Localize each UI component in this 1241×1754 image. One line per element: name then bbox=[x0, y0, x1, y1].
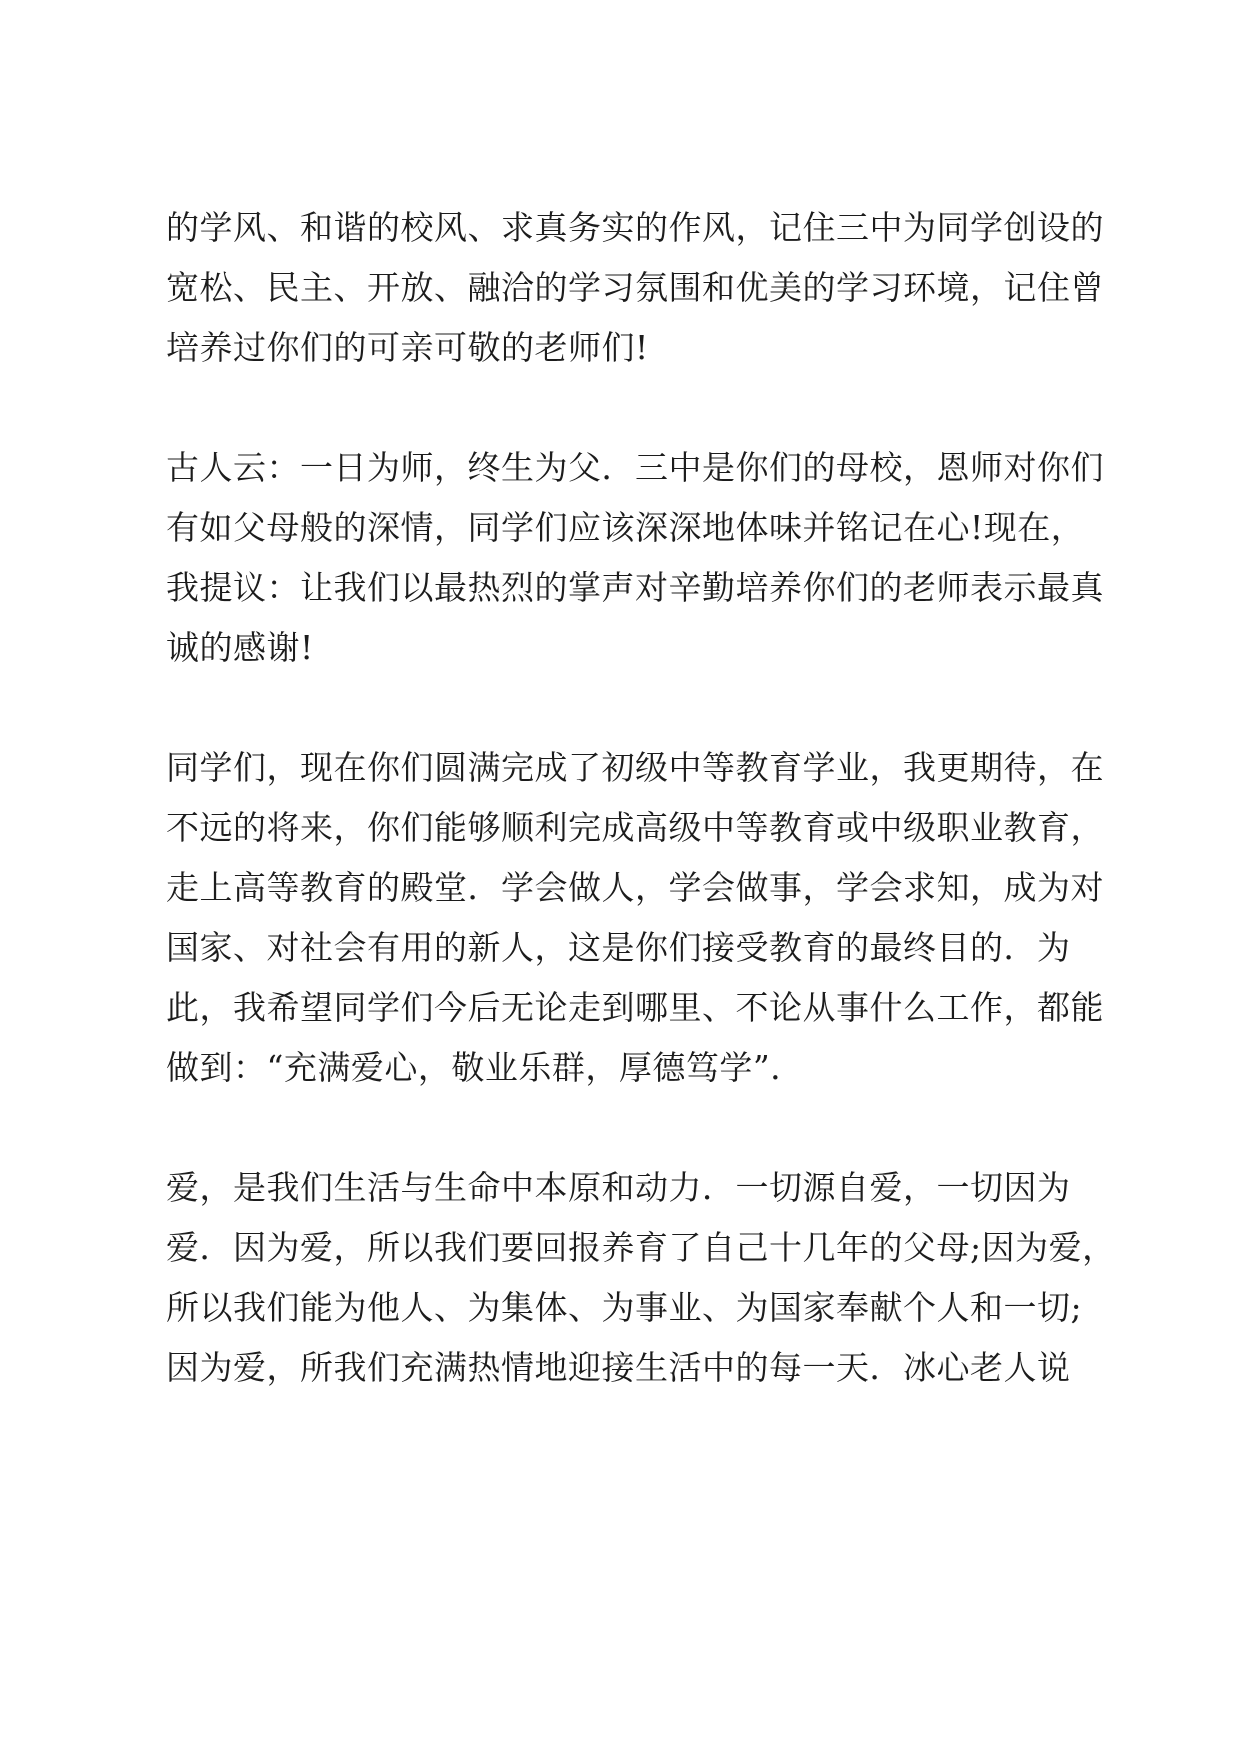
text-line: 我提议：让我们以最热烈的掌声对辛勤培养你们的老师表示最真 bbox=[166, 568, 1104, 607]
text-line: 爱，是我们生活与生命中本原和动力．一切源自爱，一切因为 bbox=[166, 1168, 1071, 1207]
text-line: 古人云：一日为师，终生为父．三中是你们的母校，恩师对你们 bbox=[166, 448, 1104, 487]
text-line: 同学们，现在你们圆满完成了初级中等教育学业，我更期待，在 bbox=[166, 748, 1104, 787]
text-line: 走上高等教育的殿堂．学会做人，学会做事，学会求知，成为对 bbox=[166, 868, 1104, 907]
text-line: 有如父母般的深情，同学们应该深深地体味并铭记在心!现在， bbox=[166, 508, 1085, 547]
text-line: 所以我们能为他人、为集体、为事业、为国家奉献个人和一切; bbox=[166, 1288, 1083, 1327]
text-line: 此，我希望同学们今后无论走到哪里、不论从事什么工作，都能 bbox=[166, 988, 1104, 1027]
text-line: 国家、对社会有用的新人，这是你们接受教育的最终目的．为 bbox=[166, 928, 1071, 967]
text-line: 因为爱，所我们充满热情地迎接生活中的每一天．冰心老人说 bbox=[166, 1348, 1071, 1387]
text-line: 的学风、和谐的校风、求真务实的作风，记住三中为同学创设的 bbox=[166, 208, 1104, 247]
text-line: 宽松、民主、开放、融洽的学习氛围和优美的学习环境，记住曾 bbox=[166, 268, 1104, 307]
text-line: 培养过你们的可亲可敬的老师们! bbox=[166, 328, 649, 367]
text-line: 爱．因为爱，所以我们要回报养育了自己十几年的父母;因为爱， bbox=[166, 1228, 1116, 1267]
text-line: 诚的感谢! bbox=[166, 628, 314, 667]
text-line: 不远的将来，你们能够顺利完成高级中等教育或中级职业教育， bbox=[166, 808, 1104, 847]
text-line: 做到：“充满爱心，敬业乐群，厚德笃学”． bbox=[166, 1048, 804, 1087]
